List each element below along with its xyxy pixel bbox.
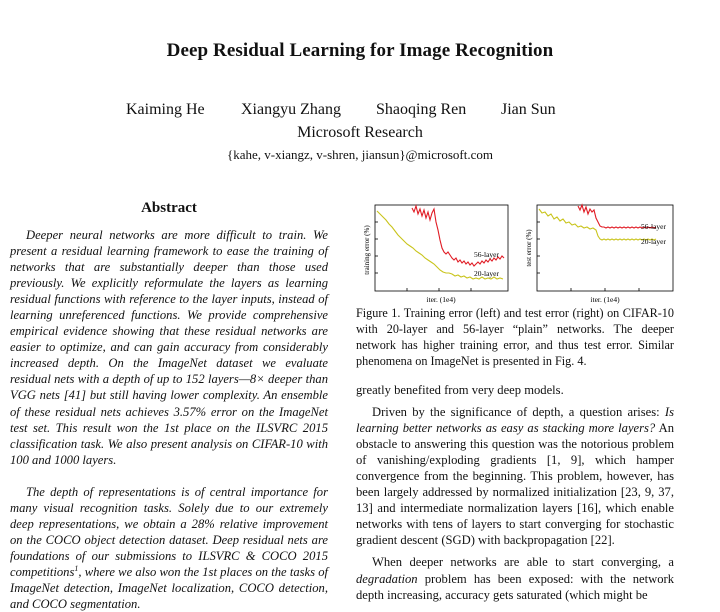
author-name: Xiangyu Zhang (241, 101, 341, 118)
author-name: Jian Sun (501, 101, 556, 118)
abstract-paragraph: Deeper neural networks are more difficult to train. We present a residual learning framework to ease the training of networks that are substantially deeper than those used previously. We explicitly reformulate the layers as learning residual functions with reference to the layer inputs, instead of learning unreferenced functions. We provide comprehensive empirical evidence showing that these residual networks are easier to optimize, and can gain accuracy from considerably increased depth. On the ImageNet dataset we evaluate residual nets with a depth of up to 152 layers—8× deeper than VGG nets [41] but still having lower complexity. An ensemble of these residual nets achieves 3.57% error on the ImageNet test set. This result won the 1st place on the ILSVRC 2015 classification task. We also present analysis on CIFAR-10 with 100 and 1000 layers. (10, 228, 328, 467)
author-name: Kaiming He (126, 101, 205, 118)
author-emails: {kahe, v-xiangz, v-shren, jiansun}@microsoft.com (227, 147, 493, 162)
series-label: 20-layer (474, 269, 499, 278)
body-paragraph (356, 554, 674, 602)
abstract-paragraph (10, 484, 328, 612)
abstract-heading: Abstract (141, 200, 197, 216)
series-label: 20-layer (641, 237, 666, 246)
body-text: When deeper networks are able to start converging, a (372, 555, 674, 570)
tick-marks (537, 222, 639, 291)
introduction-body (356, 382, 674, 603)
author-name: Shaoqing Ren (376, 101, 467, 118)
emphasized-text: Is learning better networks as easy as stacking more layers? (356, 405, 674, 436)
body-paragraph (356, 404, 674, 548)
abstract-text: , where we also won the 1st places on the tasks of ImageNet detection, ImageNet localization, COCO detection, and COCO segmentation. (10, 564, 328, 612)
abstract-text: The depth of representations is of central importance for many visual recognition tasks. Solely due to our extremely deep representations, we obtain a 28% relative improvement on the COCO object detection dataset. Deep residual nets are foundations of our submissions to ILSVRC & COCO 2015 competitions (10, 484, 328, 579)
body-text: An obstacle to answering this question was the notorious problem of vanishing/exploding gradients [1, 9], which hamper convergence from the beginning. This problem, however, has been largely addressed by normalized initialization [23, 9, 37, 13] and intermediate normalization layers [16], which enable networks with tens of layers to start converging for stochastic gradient descent (SGD) with backpropagation [22]. (356, 421, 674, 548)
y-axis-label: test error (%) (525, 229, 533, 267)
x-axis-label: iter. (1e4) (426, 295, 456, 304)
emphasized-text: degradation (356, 571, 418, 586)
body-text: Driven by the significance of depth, a question arises: (372, 405, 665, 420)
author-list (0, 101, 720, 123)
training-error-plot (363, 205, 508, 304)
x-axis-label: iter. (1e4) (590, 295, 620, 304)
body-paragraph: greatly benefited from very deep models. (356, 383, 564, 397)
abstract-body (10, 227, 328, 612)
footnote-marker: 1 (74, 563, 79, 573)
body-text: problem has been exposed: with the network depth increasing, accuracy gets saturated (which might be (356, 571, 674, 602)
figure-1-plots (356, 200, 676, 305)
affiliation: Microsoft Research (297, 124, 423, 141)
paper-title: Deep Residual Learning for Image Recognition (166, 40, 554, 61)
series-label: 56-layer (474, 250, 499, 259)
y-axis-label: training error (%) (363, 225, 371, 275)
figure-1 (356, 200, 676, 305)
series-label: 56-layer (641, 222, 666, 231)
test-error-plot (525, 205, 673, 304)
figure-caption: Figure 1. Training error (left) and test error (right) on CIFAR-10 with 20-layer and 56-layer “plain” networks. The deeper network has higher training error, and thus test error. Similar phenomena on ImageNet is presented in Fig. 4. (356, 306, 674, 368)
series-20-layer-line (539, 209, 656, 240)
